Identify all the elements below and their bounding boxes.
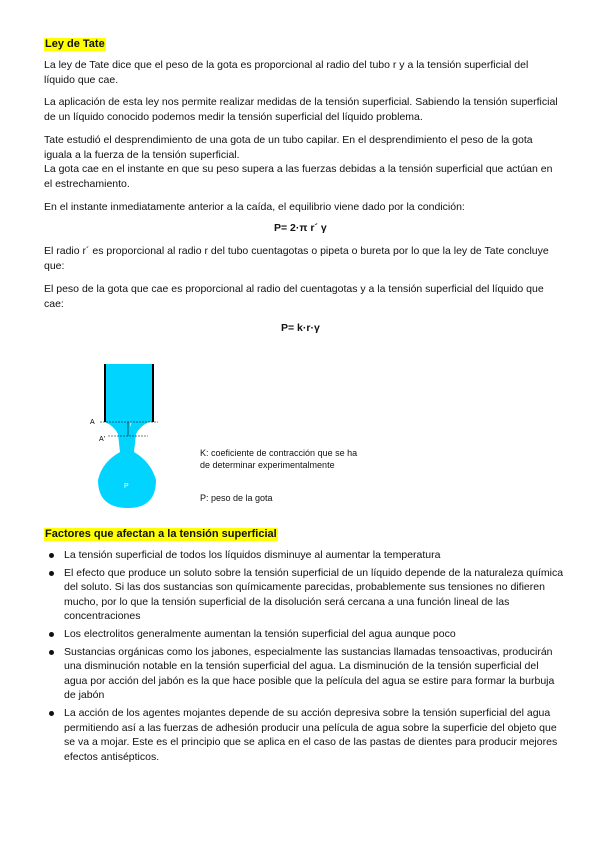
legend-k: K: coeficiente de contracción que se ha de determinar experimentalmente — [200, 448, 358, 470]
list-item — [44, 706, 564, 764]
label-B: B — [152, 424, 157, 431]
list-item-text: El efecto que produce un soluto sobre la tensión superficial de un líquido depende de la naturaleza química del soluto. Si las dos sustancias son químicamente parecidas, probablemente sus tensiones no difieren mucho, por lo que la tensión superficial de la disolución será cercana a una función lineal de las concentraciones — [64, 566, 564, 623]
list-item-text: Sustancias orgánicas como los jabones, especialmente las sustancias llamadas tensoactivas, producirán una disminución notable en la tensión superficial del agua. La disminución de la tensión superficial del agua por acción del jabón es la que hace posible que la película del agua se estire para formar la burbuja de jabón — [64, 645, 555, 702]
list-item — [44, 627, 564, 642]
formula-equilibrium: P= 2·π r´ γ — [274, 222, 327, 234]
list-item — [44, 645, 564, 703]
list-item — [44, 548, 564, 563]
label-B-prime: B' — [145, 437, 152, 444]
bullet-icon — [49, 553, 54, 558]
paragraph-radius: El radio r´ es proporcional al radio r del tubo cuentagotas o pipeta o bureta por lo que la ley de Tate concluye que: — [44, 245, 549, 272]
paragraph-drop-falls: La gota cae en el instante en que su peso supera a las fuerzas debidas a la tensión superficial que actúan en el estrechamiento. — [44, 163, 553, 190]
list-item-text: Los electrolitos generalmente aumentan la tensión superficial del agua aunque poco — [64, 627, 456, 640]
drop-diagram — [88, 356, 160, 508]
heading-ley-de-tate: Ley de Tate — [45, 38, 105, 50]
paragraph-equilibrium: En el instante inmediatamente anterior a la caída, el equilibrio viene dado por la condición: — [44, 201, 465, 213]
paragraph-definition: La ley de Tate dice que el peso de la gota es proporcional al radio del tubo r y a la tensión superficial del líquido que cae. — [44, 59, 529, 86]
list-item-text: La acción de los agentes mojantes depende de su acción depresiva sobre la tensión superficial del agua permitiendo así a las fuerzas de adhesión producir una película de agua sobre la superficie del objeto que se va a mojar. Este es el principio que se aplica en el caso de las pastas de dientes para producir mejores efectos antisépticos. — [64, 706, 558, 763]
bullet-icon — [49, 571, 54, 576]
formula-tate-law: P= k·r·γ — [281, 322, 320, 334]
label-A-prime: A' — [99, 436, 106, 443]
bullet-icon — [49, 632, 54, 637]
bullet-icon — [49, 711, 54, 716]
paragraph-conclusion: El peso de la gota que cae es proporcional al radio del cuentagotas y a la tensión superficial del líquido que cae: — [44, 283, 544, 310]
list-item — [44, 566, 564, 624]
heading-factores: Factores que afectan a la tensión superficial — [45, 528, 277, 540]
paragraph-application: La aplicación de esta ley nos permite realizar medidas de la tensión superficial. Sabiendo la tensión superficial de un líquido conocido podemos medir la tensión superficial del líquido problema. — [44, 96, 558, 123]
paragraph-tate-study: Tate estudió el desprendimiento de una gota de un tubo capilar. En el desprendimiento el peso de la gota iguala a la fuerza de la tensión superficial. — [44, 134, 533, 161]
legend-p: P: peso de la gota — [200, 493, 273, 503]
label-r: r — [130, 422, 132, 428]
list-item-text: La tensión superficial de todos los líquidos disminuye al aumentar la temperatura — [64, 549, 441, 561]
label-A: A — [90, 419, 95, 426]
bullet-icon — [49, 650, 54, 655]
factors-list — [44, 548, 564, 767]
label-P: P — [124, 483, 129, 490]
